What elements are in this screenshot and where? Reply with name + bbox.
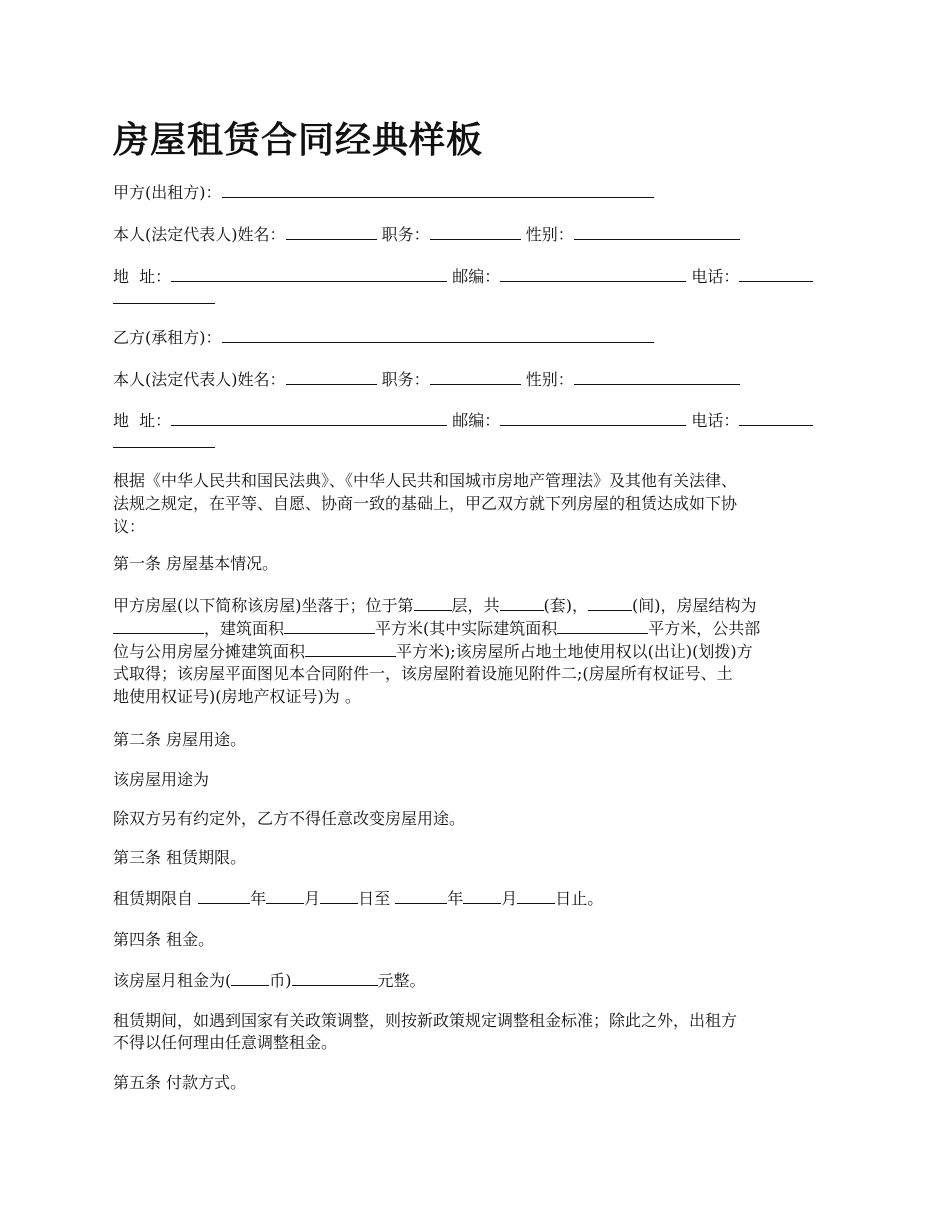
- term-start-label: 租赁期限自: [113, 889, 199, 908]
- party-b-address-line: [113, 409, 843, 432]
- article-2-usage: 该房屋用途为: [113, 770, 210, 789]
- party-a-label: 甲方(出租方)：: [113, 183, 222, 202]
- party-a-phone-continuation: [113, 287, 843, 310]
- party-a-phone-blank-cont[interactable]: [113, 287, 215, 304]
- article-1-title: 第一条 房屋基本情况。: [113, 554, 279, 573]
- article-1-text-g: 平方米，公共部: [648, 619, 761, 638]
- currency-label: 币): [269, 971, 292, 990]
- party-b-phone-label: 电话：: [691, 411, 740, 430]
- article-3-title: 第三条 租赁期限。: [113, 848, 247, 867]
- document-title: 房屋租赁合同经典样板: [113, 119, 484, 161]
- currency-blank[interactable]: [231, 969, 269, 986]
- party-a-rep-line: [113, 223, 843, 246]
- article-4-rent: [113, 969, 843, 992]
- rent-amount-blank[interactable]: [292, 969, 378, 986]
- party-a-line: [113, 181, 843, 204]
- shared-area-blank[interactable]: [305, 640, 396, 657]
- suite-count-blank[interactable]: [500, 594, 544, 611]
- rent-label: 该房屋月租金为(: [113, 971, 232, 990]
- party-a-postcode-label: 邮编：: [452, 267, 501, 286]
- article-4-adjust-line-2: 不得以任何理由任意调整租金。: [113, 1033, 338, 1052]
- article-1-text-i: 平方米);该房屋所占地土地使用权以(出让)(划拨)方: [396, 642, 753, 661]
- article-1-text-e: ，建筑面积: [204, 619, 285, 638]
- article-1-text-a: 甲方房屋(以下简称该房屋)坐落于；位于第: [113, 596, 414, 615]
- article-3-term: [113, 887, 843, 910]
- article-1-text-h: 位与公用房屋分摊建筑面积: [113, 642, 306, 661]
- article-1-text-c: (套)，: [543, 596, 589, 615]
- article-2-title: 第二条 房屋用途。: [113, 730, 247, 749]
- party-b-blank[interactable]: [222, 326, 654, 343]
- year-label: 年: [250, 889, 267, 908]
- article-1-text-f: 平方米(其中实际建筑面积: [375, 619, 558, 638]
- party-a-gender-label: 性别：: [525, 225, 574, 244]
- article-4-title: 第四条 租金。: [113, 930, 215, 949]
- article-1-text-b: 层，共: [451, 596, 500, 615]
- party-a-postcode-blank[interactable]: [500, 265, 686, 282]
- day-to-label: 日至: [358, 889, 396, 908]
- day-end-label: 日止。: [555, 889, 604, 908]
- article-1-line-1: [113, 594, 843, 617]
- party-b-position-blank[interactable]: [430, 368, 521, 385]
- party-a-gender-blank[interactable]: [574, 223, 740, 240]
- actual-area-blank[interactable]: [557, 617, 648, 634]
- party-b-address-blank[interactable]: [171, 409, 447, 426]
- article-2-restriction: 除双方另有约定外，乙方不得任意改变房屋用途。: [113, 809, 466, 828]
- preamble-line-3: 议：: [113, 517, 146, 536]
- year-label-2: 年: [447, 889, 464, 908]
- party-a-address-line: [113, 265, 843, 288]
- party-a-phone-label: 电话：: [691, 267, 740, 286]
- party-b-phone-blank[interactable]: [739, 409, 813, 426]
- room-count-blank[interactable]: [588, 594, 632, 611]
- preamble-line-2: 法规之规定，在平等、自愿、协商一致的基础上，甲乙双方就下列房屋的租赁达成如下协: [113, 494, 738, 513]
- end-month-blank[interactable]: [463, 887, 501, 904]
- party-b-rep-line: [113, 368, 843, 391]
- party-a-position-label: 职务：: [381, 225, 430, 244]
- party-b-label: 乙方(承租方)：: [113, 328, 222, 347]
- party-a-address-label: 地 址：: [113, 267, 172, 286]
- party-b-position-label: 职务：: [381, 370, 430, 389]
- party-b-address-label: 地 址：: [113, 411, 172, 430]
- party-b-phone-blank-cont[interactable]: [113, 431, 215, 448]
- party-a-phone-blank[interactable]: [739, 265, 813, 282]
- party-b-gender-label: 性别：: [525, 370, 574, 389]
- article-1-line-4: 式取得；该房屋平面图见本合同附件一，该房屋附着设施见附件二;(房屋所有权证号、土: [113, 664, 733, 683]
- article-4-adjust-line-1: 租赁期间，如遇到国家有关政策调整，则按新政策规定调整租金标准；除此之外，出租方: [113, 1011, 738, 1030]
- party-a-rep-name-blank[interactable]: [286, 223, 377, 240]
- start-year-blank[interactable]: [198, 887, 250, 904]
- rent-unit-label: 元整。: [377, 971, 426, 990]
- article-1-line-2: [113, 617, 843, 640]
- party-a-blank[interactable]: [222, 181, 654, 198]
- article-1-line-5: 地使用权证号)(房地产权证号)为 。: [113, 687, 361, 706]
- party-b-postcode-label: 邮编：: [452, 411, 501, 430]
- end-year-blank[interactable]: [395, 887, 447, 904]
- party-a-rep-name-label: 本人(法定代表人)姓名：: [113, 225, 286, 244]
- party-b-phone-continuation: [113, 431, 843, 454]
- article-1-line-3: [113, 640, 843, 663]
- structure-blank[interactable]: [113, 617, 204, 634]
- article-5-title: 第五条 付款方式。: [113, 1073, 247, 1092]
- building-area-blank[interactable]: [284, 617, 375, 634]
- month-label-2: 月: [501, 889, 518, 908]
- party-a-address-blank[interactable]: [171, 265, 447, 282]
- party-b-gender-blank[interactable]: [574, 368, 740, 385]
- end-day-blank[interactable]: [517, 887, 555, 904]
- floor-blank[interactable]: [414, 594, 452, 611]
- preamble-line-1: 根据《中华人民共和国民法典》、《中华人民共和国城市房地产管理法》及其他有关法律、: [113, 471, 738, 490]
- party-b-rep-name-blank[interactable]: [286, 368, 377, 385]
- article-1-text-d: (间)，房屋结构为: [632, 596, 757, 615]
- party-b-postcode-blank[interactable]: [500, 409, 686, 426]
- party-b-rep-name-label: 本人(法定代表人)姓名：: [113, 370, 286, 389]
- start-day-blank[interactable]: [320, 887, 358, 904]
- party-b-line: [113, 326, 843, 349]
- party-a-position-blank[interactable]: [430, 223, 521, 240]
- month-label: 月: [304, 889, 321, 908]
- start-month-blank[interactable]: [266, 887, 304, 904]
